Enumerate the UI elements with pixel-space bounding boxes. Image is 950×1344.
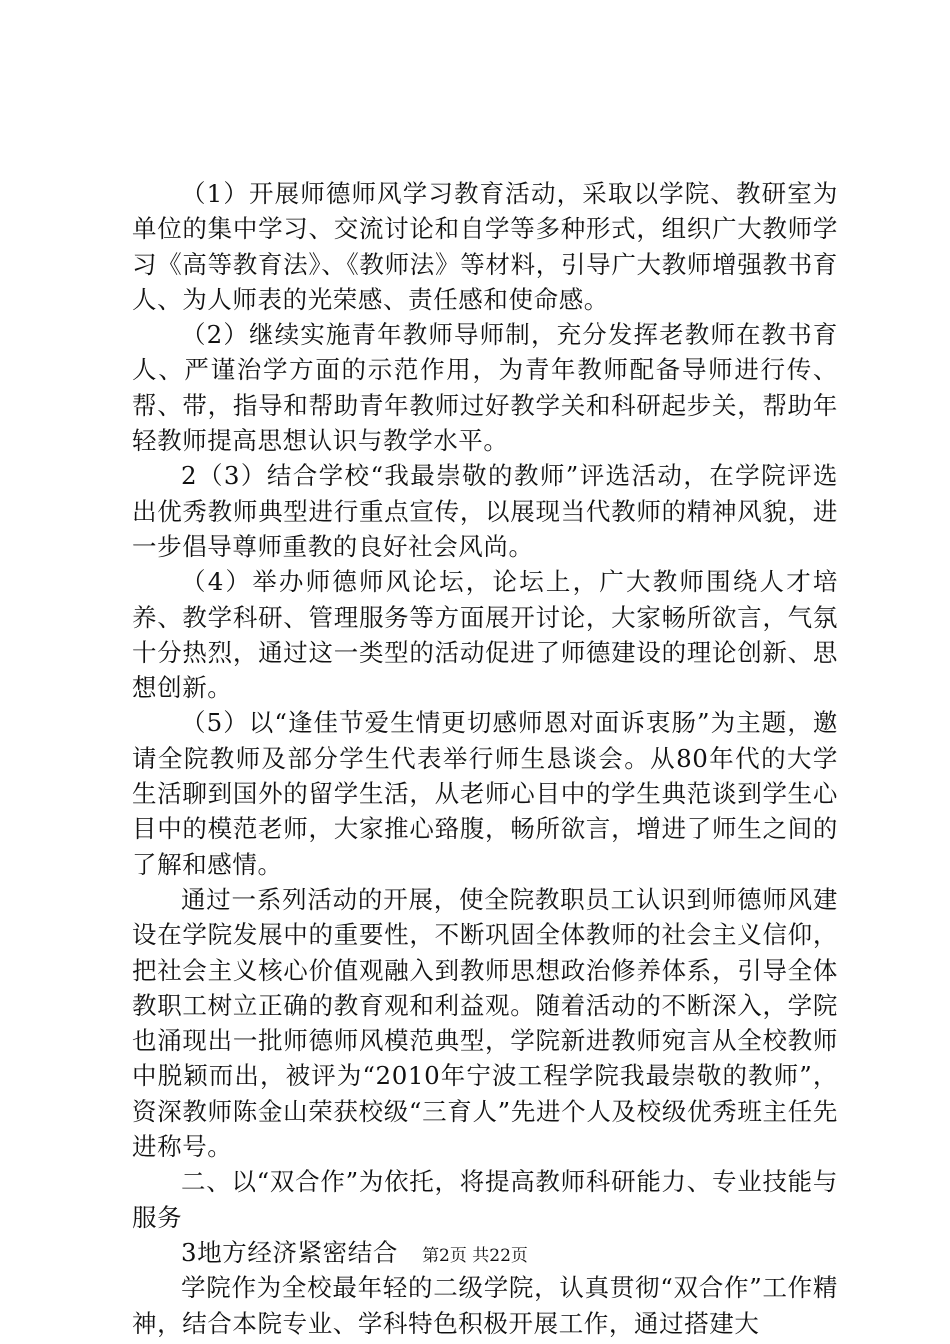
section-heading: 二、以“双合作”为依托，将提高教师科研能力、专业技能与服务 [132, 1167, 838, 1232]
paragraph-5: （5）以“逢佳节爱生情更切感师恩对面诉衷肠”为主题，邀请全院教师及部分学生代表举行师生恳谈会。从80年代的大学生活聊到国外的留学生活，从老师心目中的学生典范谈到学生心目中的模范老师，大家推心臵腹，畅所欲言，增进了师生之间的了解和感情。 [132, 708, 838, 879]
paragraph-9: 学院作为全校最年轻的二级学院，认真贯彻“双合作”工作精神，结合本院专业、学科特色积极开展工作，通过搭建大 [132, 1273, 838, 1338]
paragraph-6: 通过一系列活动的开展，使全院教职员工认识到师德师风建设在学院发展中的重要性，不断巩固全体教师的社会主义信仰，把社会主义核心价值观融入到教师思想政治修养体系，引导全体教职工树立正确的教育观和利益观。随着活动的不断深入，学院也涌现出一批师德师风模范典型，学院新进教师宛言从全校教师中脱颖而出，被评为“2010年宁波工程学院我最崇敬的教师”，资深教师陈金山荣获校级“三育人”先进个人及校级优秀班主任先进称号。 [132, 884, 838, 1162]
paragraph-1: （1）开展师德师风学习教育活动，采取以学院、教研室为单位的集中学习、交流讨论和自学等多种形式，组织广大教师学习《高等教育法》、《教师法》等材料，引导广大教师增强教书育人、为人师表的光荣感、责任感和使命感。 [132, 179, 838, 314]
page-number-footer: 第2页 共22页 [422, 1246, 528, 1266]
document-body [132, 176, 838, 1341]
paragraph-8: 3地方经济紧密结合 [181, 1237, 398, 1267]
paragraph-3: 2（3）结合学校“我最崇敬的教师”评选活动，在学院评选出优秀教师典型进行重点宣传，以展现当代教师的精神风貌，进一步倡导尊师重教的良好社会风尚。 [132, 461, 838, 561]
paragraph-4: （4）举办师德师风论坛，论坛上，广大教师围绕人才培养、教学科研、管理服务等方面展开讨论，大家畅所欲言，气氛十分热烈，通过这一类型的活动促进了师德建设的理论创新、思想创新。 [132, 567, 838, 703]
paragraph-2: （2）继续实施青年教师导师制，充分发挥老教师在教书育人、严谨治学方面的示范作用，为青年教师配备导师进行传、帮、带，指导和帮助青年教师过好教学关和科研起步关，帮助年轻教师提高思想认识与教学水平。 [132, 320, 838, 456]
